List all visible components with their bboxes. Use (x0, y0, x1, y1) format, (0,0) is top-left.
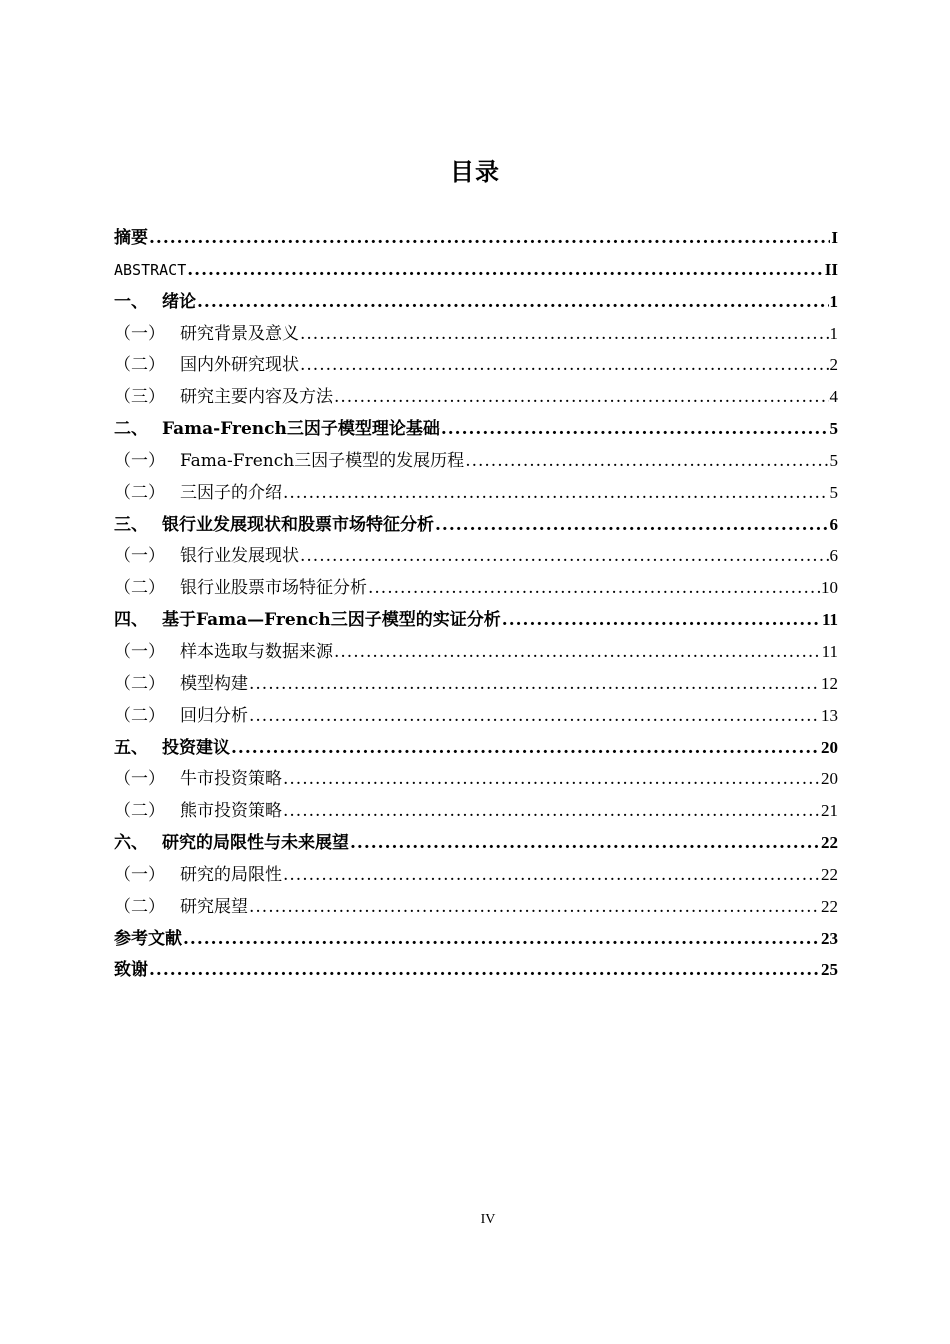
toc-entry-number: 二、 (114, 419, 148, 440)
toc-entry-page: I (831, 228, 838, 247)
toc-entry-title: 模型构建 (180, 673, 248, 694)
toc-entry-number: （一） (114, 641, 165, 662)
dot-leader (283, 764, 820, 796)
toc-entry-title: 绪论 (162, 291, 196, 312)
dot-leader (249, 892, 820, 924)
toc-entry-number: （二） (114, 578, 165, 599)
toc-entry-title: 研究展望 (180, 896, 248, 917)
toc-entry-title: Fama-French三因子模型理论基础 (162, 419, 440, 440)
toc-entry-number: （二） (114, 482, 165, 503)
toc-entry[interactable] (114, 477, 838, 509)
dot-leader (368, 573, 820, 605)
dot-leader (197, 287, 829, 319)
toc-entry-number: （一） (114, 323, 165, 344)
toc-entry[interactable] (114, 413, 838, 445)
toc-entry[interactable] (114, 509, 838, 541)
toc-entry-page: 1 (829, 323, 838, 343)
dot-leader (502, 605, 821, 637)
toc-entry-title: 牛市投资策略 (180, 769, 282, 790)
toc-entry-page: 22 (821, 833, 838, 853)
dot-leader (283, 478, 829, 510)
toc-entry-title: 三因子的介绍 (180, 482, 282, 503)
toc-entry-title: 研究的局限性与未来展望 (162, 833, 349, 854)
dot-leader (249, 701, 820, 733)
toc-entry-number: （二） (114, 896, 165, 917)
toc-entry-title: ABSTRACT (114, 260, 187, 279)
toc-entry-title: 银行业发展现状 (180, 546, 299, 567)
dot-leader (183, 924, 820, 956)
toc-entry-title: Fama-French三因子模型的发展历程 (180, 450, 465, 471)
toc-entry-title: 投资建议 (162, 737, 230, 758)
toc-entry-page: 6 (829, 514, 838, 534)
toc-entry-page: 11 (821, 610, 838, 630)
toc-entry-page: 22 (821, 864, 838, 884)
toc-entry-title: 基于Fama—French三因子模型的实证分析 (162, 610, 501, 631)
toc-entry[interactable] (114, 381, 838, 413)
toc-entry[interactable] (114, 891, 838, 923)
dot-leader (187, 255, 824, 287)
toc-entry-number: （二） (114, 705, 165, 726)
dot-leader (300, 319, 829, 351)
toc-entry[interactable] (114, 572, 838, 604)
toc-entry-page: 2 (829, 355, 838, 375)
toc-entry-page: 25 (821, 960, 838, 980)
toc-entry-number: 四、 (114, 610, 148, 631)
toc-entry[interactable] (114, 668, 838, 700)
toc-entry-title: 参考文献 (114, 928, 182, 949)
toc-entry[interactable] (114, 540, 838, 572)
toc-entry-page: 5 (829, 450, 838, 470)
toc-entry-number: （二） (114, 355, 165, 376)
toc-entry-title: 样本选取与数据来源 (180, 641, 333, 662)
toc-entry-title: 研究背景及意义 (180, 323, 299, 344)
toc-entry[interactable] (114, 445, 838, 477)
toc-entry-page: 11 (821, 641, 838, 661)
toc-entry-number: 三、 (114, 514, 148, 535)
dot-leader (435, 510, 829, 542)
toc-entry-page: 13 (821, 705, 838, 725)
toc-entry[interactable] (114, 795, 838, 827)
toc-entry[interactable] (114, 923, 838, 955)
toc-entry-title: 摘要 (114, 228, 148, 248)
toc-entry-page: 20 (821, 737, 838, 757)
dot-leader (441, 414, 829, 446)
dot-leader (283, 796, 820, 828)
toc-entry-title: 国内外研究现状 (180, 355, 299, 376)
dot-leader (300, 541, 829, 573)
toc-entry-number: （一） (114, 769, 165, 790)
toc-entry[interactable] (114, 954, 838, 986)
toc-entry-number: （一） (114, 450, 165, 471)
toc-entry-page: 10 (821, 578, 838, 598)
toc-entry-title: 回归分析 (180, 705, 248, 726)
toc-entry[interactable] (114, 636, 838, 668)
toc-entry[interactable] (114, 349, 838, 381)
toc-entry-page: 6 (829, 546, 838, 566)
dot-leader (149, 955, 820, 987)
toc-entry-page: 4 (829, 387, 838, 407)
toc-entry-page: 5 (829, 419, 838, 439)
toc-entry[interactable] (114, 286, 838, 318)
dot-leader (231, 733, 820, 765)
footer-page-number: IV (480, 1212, 496, 1227)
toc-entry-title: 银行业发展现状和股票市场特征分析 (162, 514, 434, 535)
toc-entry-number: （二） (114, 673, 165, 694)
dot-leader (283, 860, 820, 892)
toc-entry-page: 12 (821, 673, 838, 693)
page-title: 目录 (450, 158, 500, 186)
toc-entry-title: 熊市投资策略 (180, 801, 282, 822)
dot-leader (350, 828, 820, 860)
toc-entry-number: （一） (114, 546, 165, 567)
toc-entry-page: 1 (829, 291, 838, 311)
dot-leader (334, 382, 829, 414)
dot-leader (300, 350, 829, 382)
dot-leader (465, 446, 828, 478)
dot-leader (249, 669, 820, 701)
toc-entry-title: 研究主要内容及方法 (180, 387, 333, 408)
toc-entry-title: 致谢 (114, 960, 148, 981)
toc-entry-page: 22 (821, 896, 838, 916)
toc-entry-number: （三） (114, 387, 165, 408)
toc-entry[interactable] (114, 700, 838, 732)
toc-entry-page: 21 (821, 801, 838, 821)
toc-entry-page: 5 (829, 482, 838, 502)
toc-entry[interactable] (114, 222, 838, 254)
toc-entry-title: 研究的局限性 (180, 864, 282, 885)
toc-entry-number: 一、 (114, 291, 148, 312)
toc-entry-number: （二） (114, 801, 165, 822)
dot-leader (334, 637, 821, 669)
toc-entry-page: II (824, 259, 838, 279)
table-of-contents (114, 222, 838, 986)
toc-entry[interactable] (114, 254, 838, 286)
toc-entry[interactable] (114, 763, 838, 795)
toc-entry[interactable] (114, 732, 838, 764)
toc-entry-title: 银行业股票市场特征分析 (180, 578, 367, 599)
toc-entry-page: 20 (821, 769, 838, 789)
toc-entry[interactable] (114, 827, 838, 859)
toc-entry[interactable] (114, 859, 838, 891)
dot-leader (149, 223, 830, 255)
toc-entry[interactable] (114, 318, 838, 350)
toc-entry-number: 六、 (114, 833, 148, 854)
toc-entry-number: （一） (114, 864, 165, 885)
toc-entry-page: 23 (821, 928, 838, 948)
toc-entry-number: 五、 (114, 737, 148, 758)
toc-entry[interactable] (114, 604, 838, 636)
